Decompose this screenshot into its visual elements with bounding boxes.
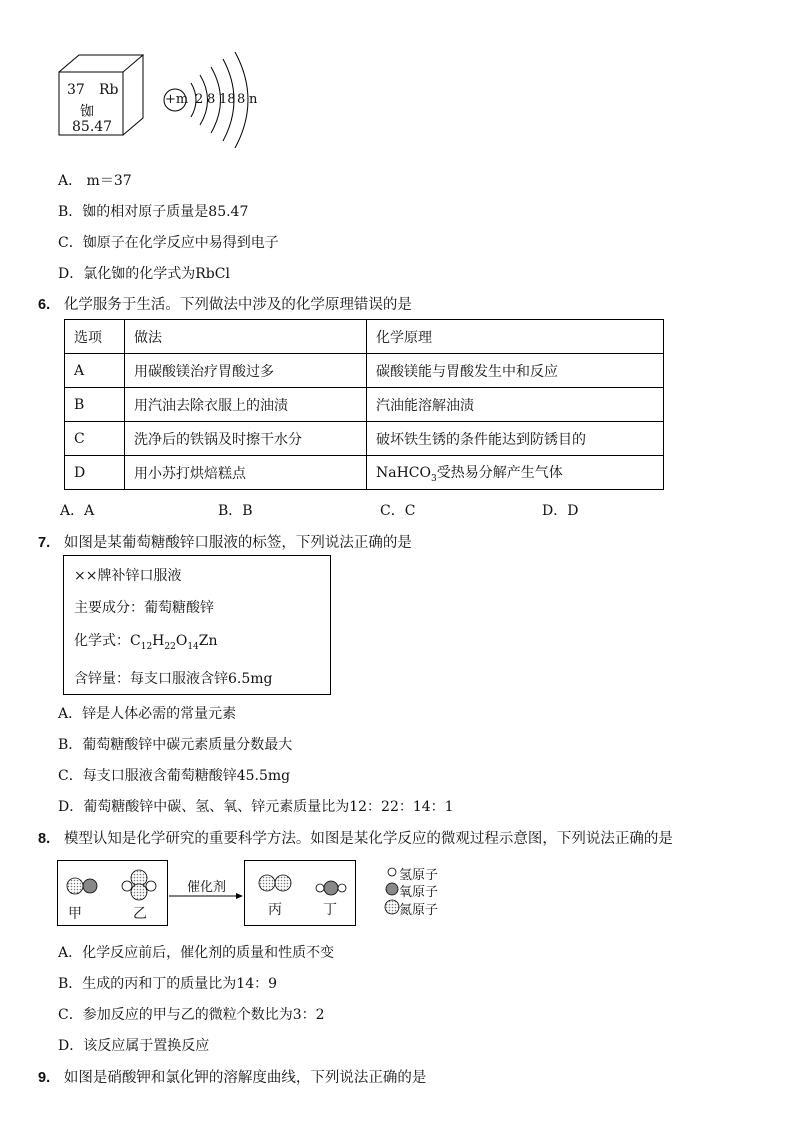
- cell: C: [65, 422, 125, 456]
- nucleus-charge: +m: [165, 92, 189, 107]
- table-row: [65, 388, 664, 422]
- q7-option-c: C．每支口服液含葡萄糖酸锌45.5mg: [58, 768, 291, 784]
- q6-stem: [38, 293, 412, 314]
- formula-prefix: 化学式：: [74, 633, 130, 649]
- q8-option-d: D．该反应属于置换反应: [58, 1038, 210, 1054]
- f-h: H: [152, 633, 165, 649]
- label-formula: [74, 630, 218, 652]
- q6-choice-b: B．B: [218, 503, 253, 519]
- q8-option-c: C．参加反应的甲与乙的微粒个数比为3：2: [58, 1007, 325, 1023]
- cell: 用汽油去除衣服上的油渍: [125, 388, 367, 422]
- q7-option-d: D．葡萄糖酸锌中碳、氢、氧、锌元素质量比为12：22：14：1: [58, 799, 454, 815]
- cell: D: [65, 456, 125, 490]
- q6-choice-d: D．D: [542, 503, 579, 519]
- legend-nitrogen: 氮原子: [399, 903, 439, 918]
- cell: B: [65, 388, 125, 422]
- f-c: C: [130, 633, 141, 649]
- q9-stem-text: 如图是硝酸钾和氯化钾的溶解度曲线，下列说法正确的是: [63, 1070, 427, 1086]
- label-line-1: ××牌补锌口服液: [74, 568, 182, 584]
- molecule-yi: [122, 870, 156, 900]
- q6-choice-a: A．A: [60, 503, 95, 519]
- label-jia: 甲: [68, 906, 82, 922]
- cell: [367, 456, 664, 490]
- cell: 用小苏打烘焙糕点: [125, 456, 367, 490]
- legend-symbols: [385, 868, 399, 914]
- molecule-jia: [67, 878, 97, 894]
- cell: A: [65, 354, 125, 388]
- legend-oxygen: 氧原子: [399, 885, 439, 900]
- q8-stem: [38, 827, 673, 848]
- shell-5: n: [249, 92, 258, 107]
- f-h-sub: 22: [164, 641, 176, 652]
- q8-number: 8.: [38, 831, 51, 847]
- table-row: [65, 422, 664, 456]
- table-header-row: [65, 320, 664, 354]
- q5-option-c: C．铷原子在化学反应中易得到电子: [58, 235, 279, 251]
- element-number: 37: [67, 82, 85, 98]
- element-symbol: Rb: [99, 82, 119, 98]
- q9-stem: [38, 1066, 426, 1087]
- legend-hydrogen: 氢原子: [399, 868, 439, 883]
- shell-2: 8: [207, 92, 216, 107]
- molecule-bing: [259, 875, 291, 891]
- header-principle: 化学原理: [367, 320, 664, 354]
- q5-option-a: A． m＝37: [58, 173, 132, 189]
- table-row: [65, 354, 664, 388]
- f-c-sub: 12: [140, 641, 153, 652]
- element-mass: 85.47: [72, 119, 113, 135]
- shell-1: 2: [195, 92, 204, 107]
- formula-subscript: 3: [431, 473, 437, 484]
- q8-stem-text: 模型认知是化学研究的重要科学方法。如图是某化学反应的微观过程示意图，下列说法正确的是: [63, 831, 673, 847]
- cell: 洗净后的铁锅及时擦干水分: [125, 422, 367, 456]
- label-catalyst: 催化剂: [187, 880, 227, 895]
- f-o: O: [175, 633, 188, 649]
- header-option: 选项: [65, 320, 125, 354]
- q7-option-b: B．葡萄糖酸锌中碳元素质量分数最大: [58, 737, 293, 753]
- label-ding: 丁: [323, 902, 337, 918]
- f-zn: Zn: [198, 633, 218, 649]
- cell: 用碳酸镁治疗胃酸过多: [125, 354, 367, 388]
- q5-option-b: B．铷的相对原子质量是85.47: [58, 204, 249, 220]
- q8-option-b: B．生成的丙和丁的质量比为14：9: [58, 976, 278, 992]
- q6-stem-text: 化学服务于生活。下列做法中涉及的化学原理错误的是: [63, 297, 412, 313]
- q7-number: 7.: [38, 535, 51, 551]
- table-row: [65, 456, 664, 490]
- q7-option-a: A．锌是人体必需的常量元素: [58, 706, 237, 722]
- shell-3: 18: [219, 92, 236, 107]
- q9-number: 9.: [38, 1070, 51, 1086]
- cell-text: 受热易分解产生气体: [436, 464, 563, 481]
- element-name: 铷: [80, 104, 94, 120]
- shell-4: 8: [237, 92, 246, 107]
- label-bing: 丙: [268, 902, 282, 918]
- q6-choice-c: C．C: [380, 503, 416, 519]
- q6-number: 6.: [38, 297, 51, 313]
- cell: 破坏铁生锈的条件能达到防锈目的: [367, 422, 664, 456]
- header-method: 做法: [125, 320, 367, 354]
- q7-stem: [38, 531, 412, 552]
- molecule-ding: [316, 881, 346, 895]
- formula-text: NaHCO: [376, 464, 431, 481]
- cell: 碳酸镁能与胃酸发生中和反应: [367, 354, 664, 388]
- q5-option-d: D．氯化铷的化学式为RbCl: [58, 266, 230, 282]
- cell: 汽油能溶解油渍: [367, 388, 664, 422]
- product-label-box: [63, 555, 331, 695]
- q7-stem-text: 如图是某葡萄糖酸锌口服液的标签，下列说法正确的是: [63, 535, 412, 551]
- label-yi: 乙: [133, 906, 147, 922]
- q6-table: [64, 319, 664, 490]
- label-line-2: 主要成分：葡萄糖酸锌: [74, 600, 214, 616]
- label-line-4: 含锌量：每支口服液含锌6.5mg: [74, 671, 273, 687]
- reaction-diagram: [55, 858, 455, 928]
- q8-option-a: A．化学反应前后，催化剂的质量和性质不变: [58, 945, 335, 961]
- f-o-sub: 14: [187, 641, 199, 652]
